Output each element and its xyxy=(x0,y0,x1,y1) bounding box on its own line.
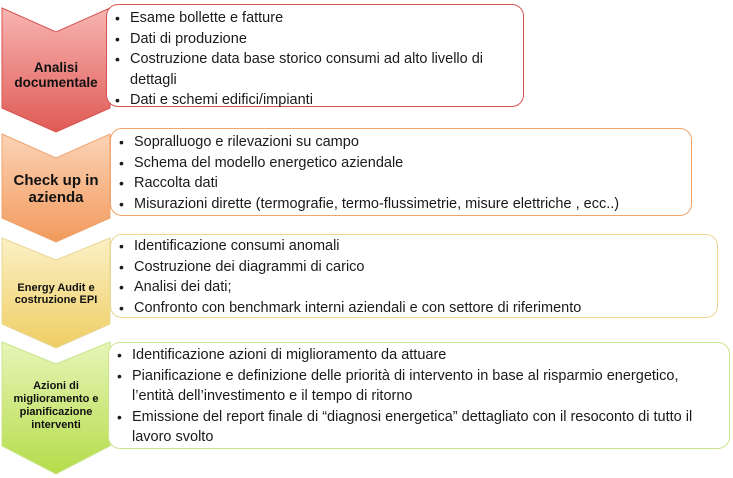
list-item: • Dati e schemi edifici/impianti xyxy=(115,90,515,111)
step-label: Energy Audit e costruzione EPI xyxy=(14,282,98,306)
step-label: Check up in azienda xyxy=(13,172,99,206)
step-box-azioni xyxy=(108,342,730,449)
step-box-energy-audit xyxy=(110,234,718,318)
step-item-list xyxy=(117,345,721,448)
step-box-analisi xyxy=(106,4,524,107)
list-item: • Misurazioni dirette (termografie, termo-flussimetrie, misure elettriche , ecc..) xyxy=(119,194,683,215)
step-box-checkup xyxy=(110,128,692,216)
list-item: • Confronto con benchmark interni aziendali e con settore di riferimento xyxy=(119,298,709,319)
list-item: • Emissione del report finale di “diagnosi energetica” dettagliato con il resoconto di tutto il lavoro svolto xyxy=(117,407,721,448)
step-item-list xyxy=(115,8,515,111)
list-item: • Costruzione data base storico consumi ad alto livello di dettagli xyxy=(115,49,515,90)
list-item: • Costruzione dei diagrammi di carico xyxy=(119,257,709,278)
list-item: • Identificazione azioni di miglioramento da attuare xyxy=(117,345,721,366)
list-item: • Pianificazione e definizione delle priorità di intervento in base al risparmio energetico, l’entità dell’investimento e il tempo di ritorno xyxy=(117,366,721,407)
step-item-list xyxy=(119,132,683,214)
step-chevron-analisi xyxy=(0,0,112,134)
list-item: • Identificazione consumi anomali xyxy=(119,236,709,257)
list-item: • Analisi dei dati; xyxy=(119,277,709,298)
step-chevron-azioni xyxy=(0,340,112,476)
list-item: • Schema del modello energetico aziendale xyxy=(119,153,683,174)
step-label: Analisi documentale xyxy=(14,60,98,90)
step-item-list xyxy=(119,236,709,318)
step-label: Azioni di miglioramento e pianificazione interventi xyxy=(13,380,99,431)
step-chevron-checkup xyxy=(0,128,112,244)
list-item: • Dati di produzione xyxy=(115,29,515,50)
list-item: • Sopralluogo e rilevazioni su campo xyxy=(119,132,683,153)
list-item: • Raccolta dati xyxy=(119,173,683,194)
list-item: • Esame bollette e fatture xyxy=(115,8,515,29)
step-chevron-energy-audit xyxy=(0,234,112,350)
